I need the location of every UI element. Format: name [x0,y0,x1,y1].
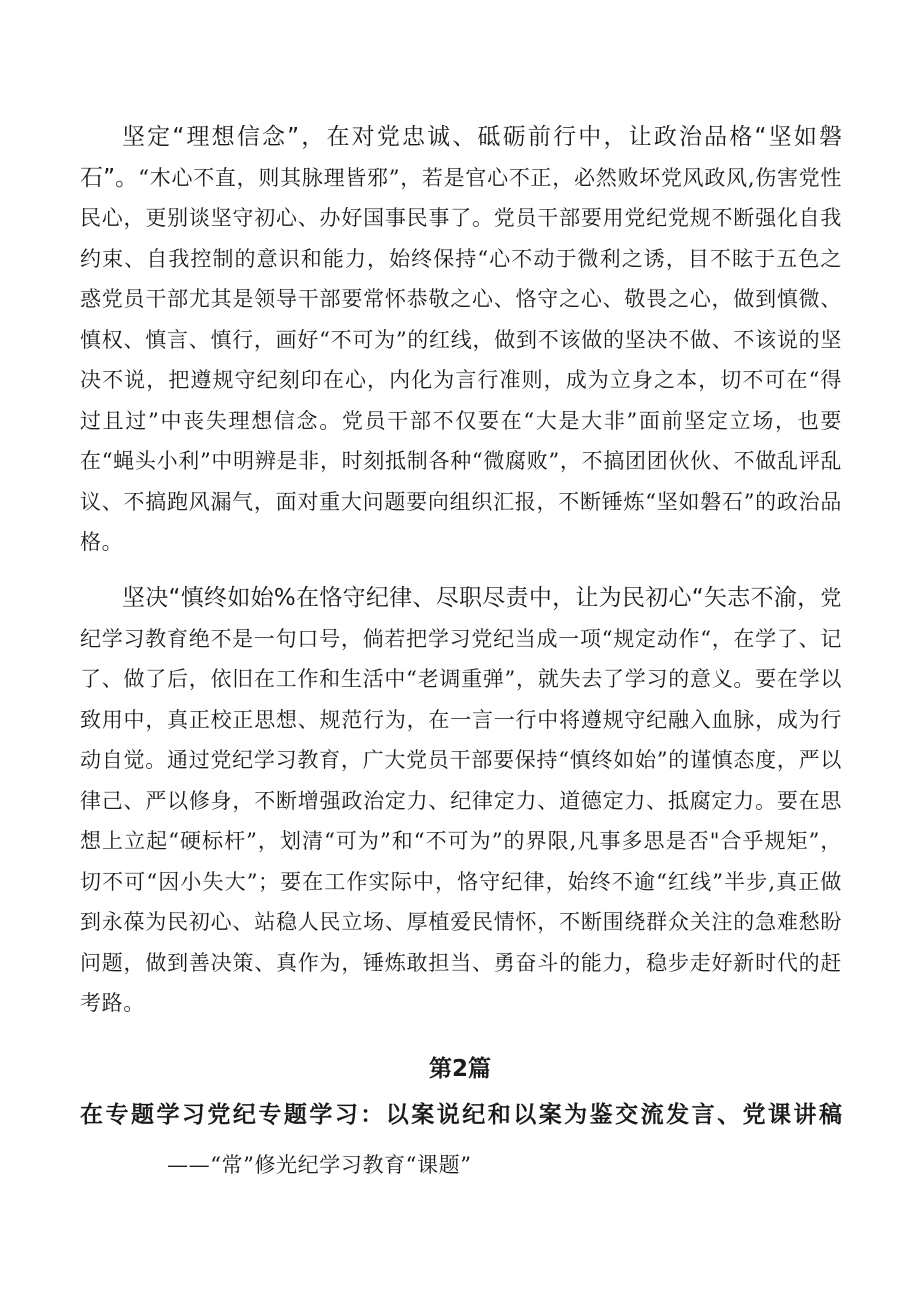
paragraph-1-body: “木心不直，则其脉理皆邪”，若是官心不正，必然败坏党风政风,伤害党性民心，更别谈坚守初心、办好国事民事了。党员干部要用党纪党规不断强化自我约束、自我控制的意识和能力，始终保持“心不动于微利之诱，目不眩于五色之惑党员干部尤其是领导干部要常怀恭敬之心、恪守之心、敬畏之心，做到慎微、慎权、慎言、慎行，画好“不可为”的红线，做到不该做的坚决不做、不该说的坚决不说，把遵规守纪刻印在心，内化为言行准则，成为立身之本，切不可在“得过且过”中丧失理想信念。党员干部不仅要在“大是大非”面前坚定立场，也要在“蝇头小利”中明辨是非，时刻抵制各种“微腐败”，不搞团团伙伙、不做乱评乱议、不搞跑风漏气，面对重大问题要向组织汇报，不断锤炼“坚如磐石”的政治品格。 [80,165,842,554]
paragraph-2-lead: 坚决“慎终如始%在恪守纪律、尽职尽责中，让为民初心“矢志不渝， [122,585,821,611]
section-number: 第2篇 [428,1056,491,1082]
section-subtitle: ——“常”修光纪学习教育“课题” [167,1153,472,1177]
paragraph-2-body: 党纪学习教育绝不是一句口号，倘若把学习党纪当成一项“规定动作“，在学了、记了、做了后，依旧在工作和生活中“老调重弹”，就失去了学习的意义。要在学以致用中，真正校正思想、规范行为，在一言一行中将遵规守纪融入血脉，成为行动自觉。通过党纪学习教育，广大党员干部要保持“慎终如始”的谨慎态度，严以律己、严以修身，不断增强政治定力、纪律定力、道德定力、抵腐定力。要在思想上立起“硬标杆”，划清“可为”和“不可为”的界限,凡事多思是否"合乎规矩”，切不可“因小失大”；要在工作实际中，恪守纪律，始终不逾“红线”半步,真正做到永葆为民初心、站稳人民立场、厚植爱民情怀，不断围绕群众关注的急难愁盼问题，做到善决策、真作为，锤炼敢担当、勇奋斗的能力，稳步走好新时代的赶考路。 [80,586,842,1015]
paragraph-2 [80,578,842,1024]
paragraph-1 [80,117,842,563]
paragraph-1-lead: 坚定“理想信念”，在对党忠诚、砥砺前行中，让政治品格“坚如磐石”。 [80,124,842,191]
section-title: 在专题学习党纪专题学习：以案说纪和以案为鉴交流发言、党课讲稿 [80,1102,842,1128]
